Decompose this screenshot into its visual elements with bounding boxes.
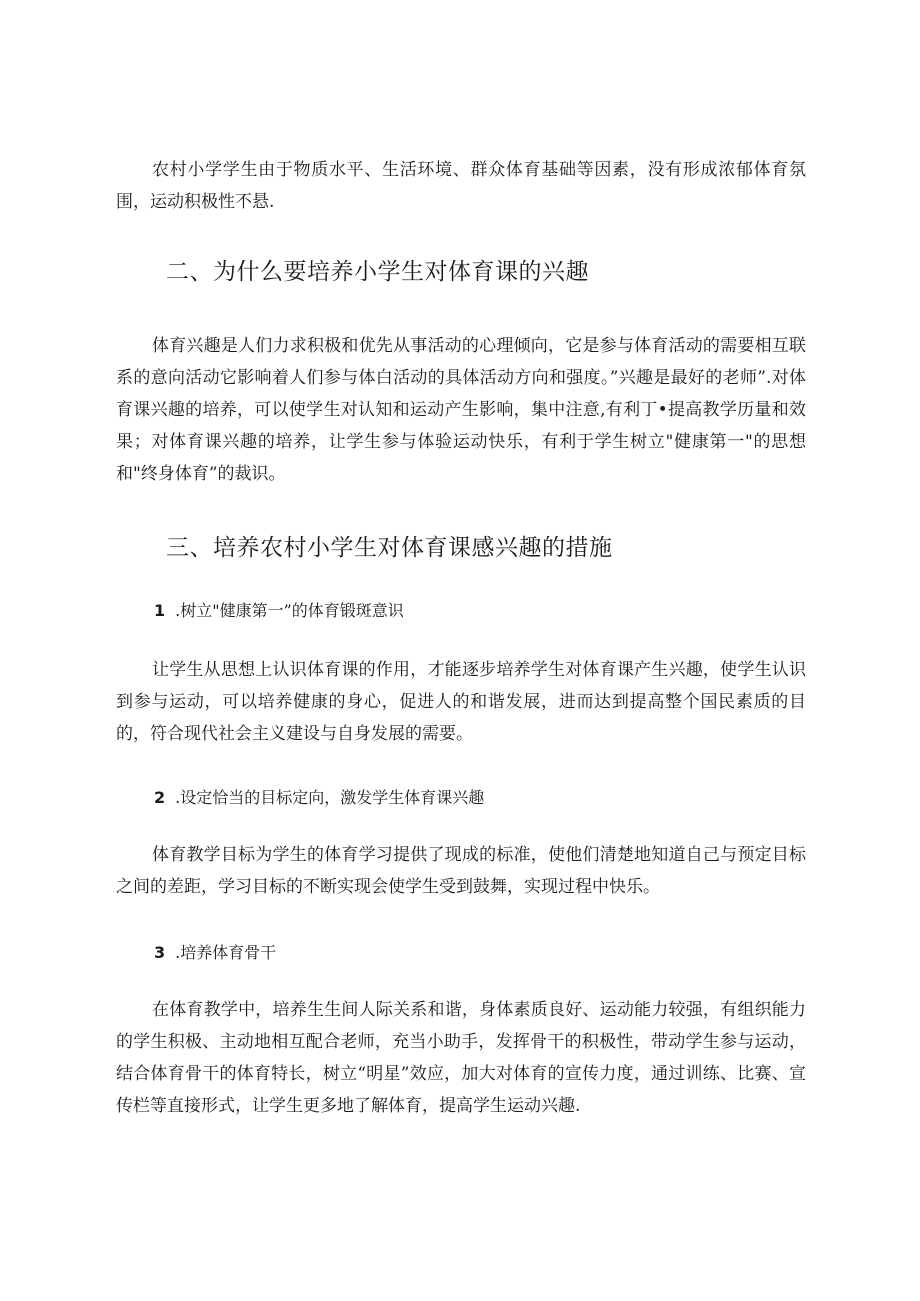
item1-body-block	[116, 654, 806, 750]
item1-title	[116, 597, 806, 625]
section2-body-block	[116, 330, 806, 490]
item3-title	[116, 939, 806, 967]
section2-paragraph: 体育兴趣是人们力求积极和优先从事活动的心理倾向，它是参与体育活动的需要相互联系的意向活动它影响着人们参与体白活动的具体活动方向和强度。”兴趣是最好的老师”.对体育课兴趣的培养，可以使学生对认知和运动产生影响，集中注意,有利丁•提高教学历量和效果；对体育课兴趣的培养，让学生参与体验运动快乐，有利于学生树立"健康第一"的思想和"终身体育”的裁识。	[116, 336, 806, 484]
item2-title-block	[116, 784, 806, 812]
section2-heading: 二、为什么要培养小学生对体育课的兴趣	[166, 259, 589, 285]
item1-title-block	[116, 597, 806, 625]
item3-body-block	[116, 994, 806, 1122]
item1-number: 1	[154, 601, 166, 620]
item2-number: 2	[154, 788, 166, 807]
intro-block	[116, 154, 806, 218]
item1-title-text: .树立"健康第一”的体育锻斑意识	[175, 601, 404, 620]
section3-heading: 三、培养农村小学生对体育课感兴趣的措施	[166, 535, 613, 561]
item1-paragraph: 让学生从思想上认识体育课的作用，才能逐步培养学生对体育课产生兴趣，使学生认识到参与运动，可以培养健康的身心，促进人的和谐发展，进而达到提高整个国民素质的目的，符合现代社会主义建设与自身发展的需要。	[116, 660, 806, 744]
item3-title-block	[116, 939, 806, 967]
item3-paragraph: 在体育教学中，培养生生间人际关系和谐，身体素质良好、运动能力较强，有组织能力的学生积极、主动地相互配合老师，充当小助手，发挥骨干的积极性，带动学生参与运动，结合体育骨干的体育特长，树立“明星”效应，加大对体育的宣传力度，通过训练、比赛、宣传栏等直接形式，让学生更多地了解体育，提高学生运动兴趣.	[116, 1000, 806, 1116]
section2-heading-block	[116, 256, 806, 288]
item2-title	[116, 784, 806, 812]
intro-paragraph: 农村小学学生由于物质水平、生活环境、群众体育基础等因素，没有形成浓郁体育氛围，运动积极性不悬.	[116, 160, 806, 212]
item2-title-text: .设定恰当的目标定向，激发学生体育课兴趣	[175, 788, 485, 807]
item3-title-text: .培养体育骨干	[175, 943, 277, 962]
item3-number: 3	[154, 943, 166, 962]
item2-paragraph: 体育教学目标为学生的体育学习提供了现成的标准，使他们清楚地知道自己与预定目标之间的差距，学习目标的不断实现会使学生受到鼓舞，实现过程中快乐。	[116, 845, 806, 897]
section3-heading-block	[116, 532, 806, 564]
item2-body-block	[116, 839, 806, 903]
